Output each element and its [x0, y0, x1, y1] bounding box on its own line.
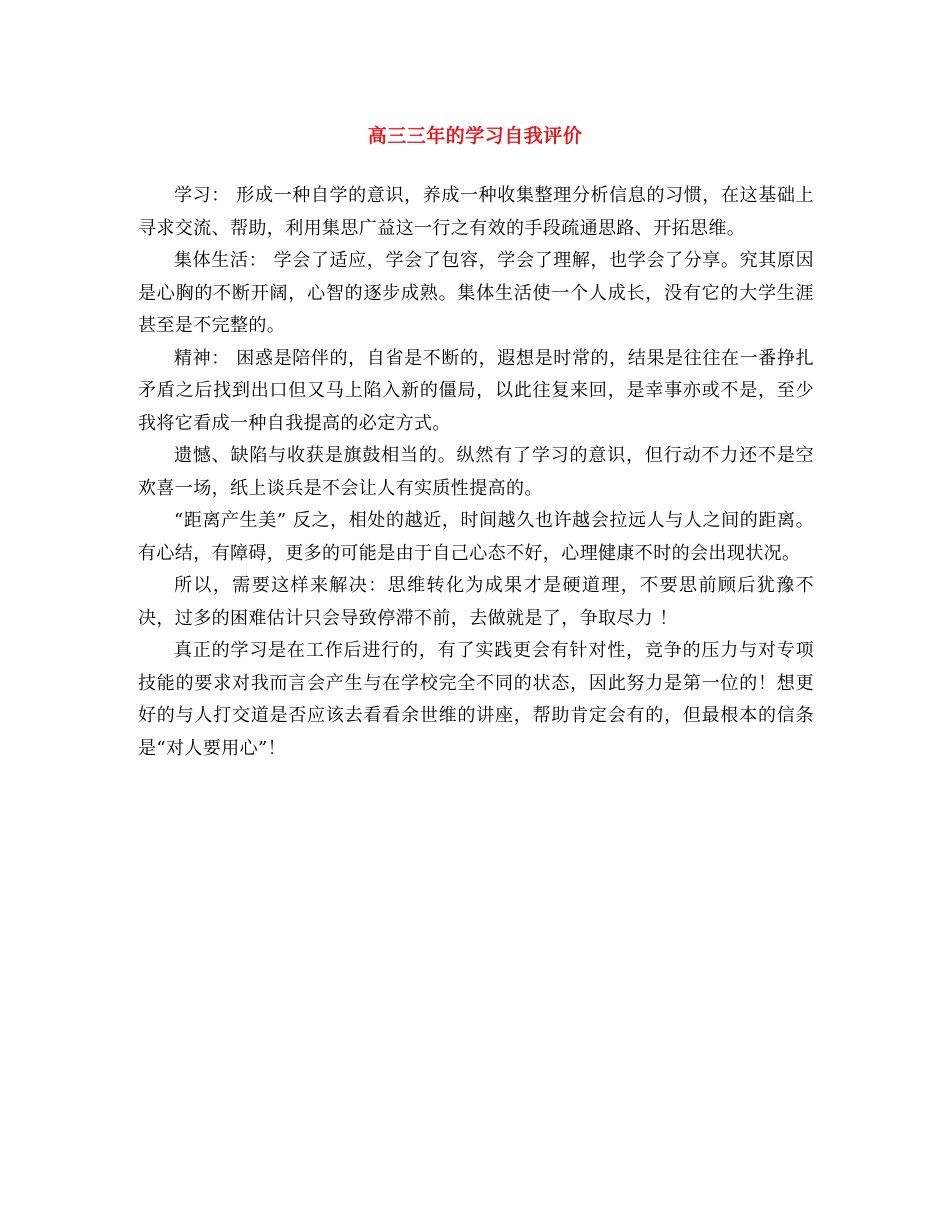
paragraph-collective-life: 集体生活： 学会了适应，学会了包容，学会了理解，也学会了分享。究其原因是心胸的不断开阔，心智的逐步成熟。集体生活使一个人成长，没有它的大学生涯甚至是不完整的。 [138, 250, 814, 336]
document-body [138, 180, 814, 765]
paragraph-study: 学习： 形成一种自学的意识，养成一种收集整理分析信息的习惯，在这基础上寻求交流、帮助，利用集思广益这一行之有效的手段疏通思路、开拓思维。 [138, 185, 814, 239]
document-title: 高三三年的学习自我评价 [367, 125, 583, 147]
paragraph-spirit: 精神： 困惑是陪伴的，自省是不断的，遐想是时常的，结果是往往在一番挣扎矛盾之后找到出口但又马上陷入新的僵局，以此往复来回，是幸事亦或不是，至少我将它看成一种自我提高的必定方式。 [138, 347, 814, 434]
paragraph-distance: “距离产生美” 反之，相处的越近，时间越久也许越会拉远人与人之间的距离。有心结，有障碍，更多的可能是由于自己心态不好，心理健康不时的会出现状况。 [138, 510, 814, 564]
paragraph-solution: 所以，需要这样来解决：思维转化为成果才是硬道理，不要思前顾后犹豫不决，过多的困难估计只会导致停滞不前，去做就是了，争取尽力 ！ [138, 575, 814, 629]
paragraph-real-learning: 真正的学习是在工作后进行的，有了实践更会有针对性，竞争的压力与对专项技能的要求对我而言会产生与在学校完全不同的状态，因此努力是第一位的！想更好的与人打交道是否应该去看看余世维的讲座，帮助肯定会有的，但最根本的信条是“对人要用心”！ [138, 640, 814, 759]
paragraph-regrets: 遗憾、缺陷与收获是旗鼓相当的。纵然有了学习的意识，但行动不力还不是空欢喜一场，纸上谈兵是不会让人有实质性提高的。 [138, 445, 814, 499]
